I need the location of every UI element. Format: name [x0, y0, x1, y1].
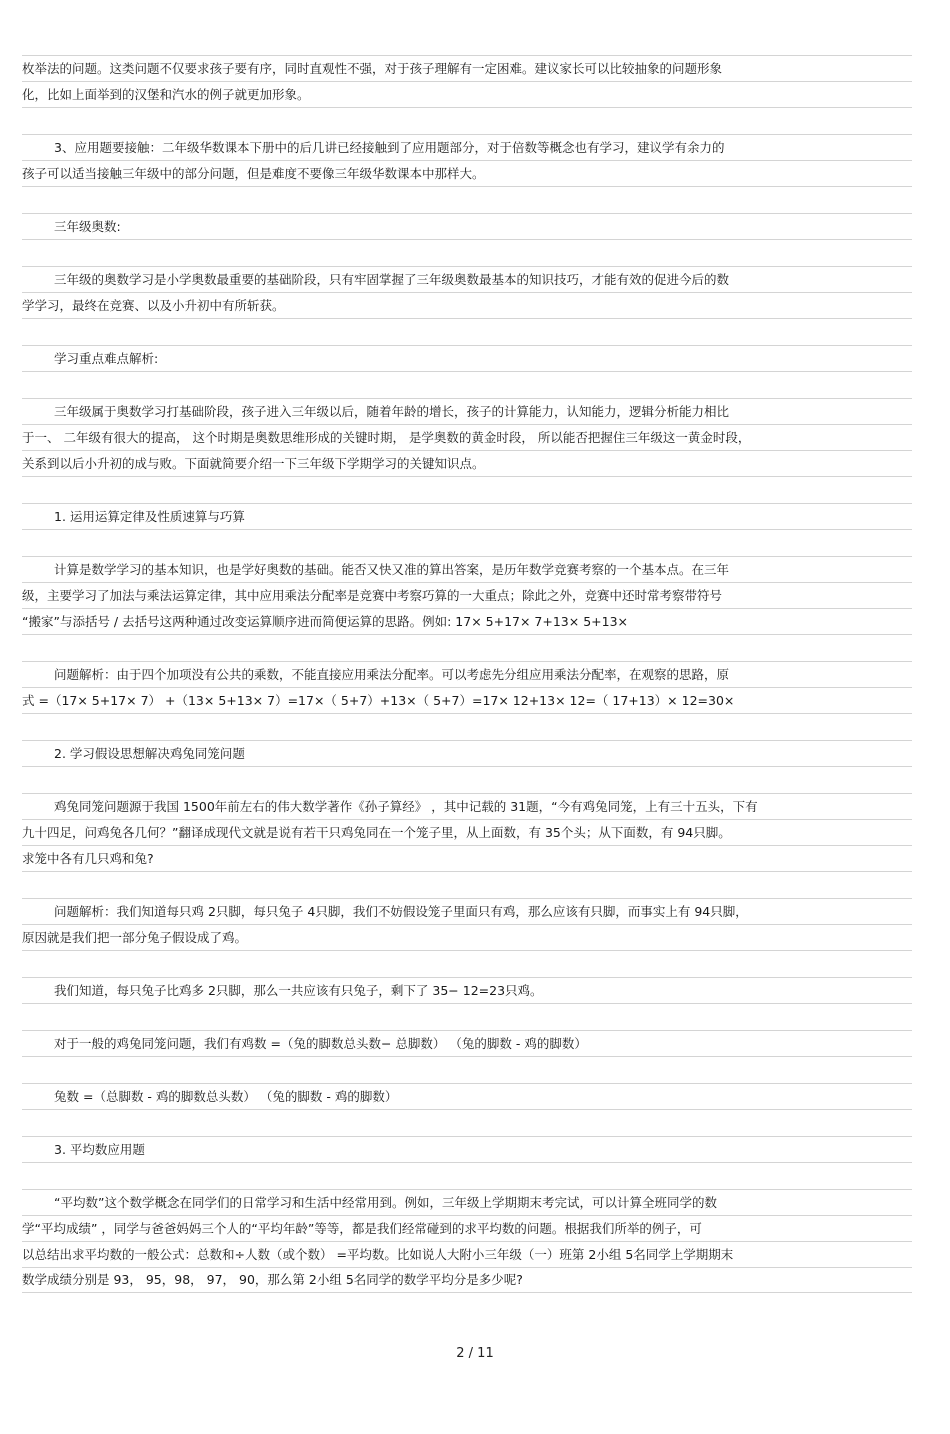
- line-text: 数学成绩分别是 93， 95，98， 97， 90，那么第 2小组 5名同学的数学平均分是多少呢?: [22, 1272, 523, 1287]
- text-line: [22, 134, 912, 160]
- spacer-row: [22, 713, 912, 740]
- text-line: [22, 55, 912, 81]
- text-line: [22, 845, 912, 871]
- spacer-row: [22, 186, 912, 213]
- text-line: [22, 687, 912, 713]
- line-text: 2. 学习假设思想解决鸡兔同笼问题: [54, 745, 245, 761]
- text-line: [22, 793, 912, 819]
- spacer-row: [22, 371, 912, 398]
- line-text: 枚举法的问题。这类问题不仅要求孩子要有序，同时直观性不强，对于孩子理解有一定困难。建议家长可以比较抽象的问题形象: [22, 60, 723, 76]
- line-text: 3、应用题要接触：二年级华数课本下册中的后几讲已经接触到了应用题部分，对于倍数等概念也有学习，建议学有余力的: [54, 139, 725, 155]
- text-line: [22, 582, 912, 608]
- text-line: [22, 266, 912, 292]
- line-text: 三年级的奥数学习是小学奥数最重要的基础阶段，只有牢固掌握了三年级奥数最基本的知识技巧，才能有效的促进今后的数: [54, 271, 730, 287]
- text-line: [22, 450, 912, 476]
- line-text: “平均数”这个数学概念在同学们的日常学习和生活中经常用到。例如，三年级上学期期末考完试，可以计算全班同学的数: [54, 1194, 717, 1210]
- spacer-row: [22, 1109, 912, 1136]
- spacer-row: [22, 1003, 912, 1030]
- spacer-row: [22, 476, 912, 503]
- line-text: 鸡兔同笼问题源于我国 1500年前左右的伟大数学著作《孙子算经》 ，其中记载的 31题，“今有鸡兔同笼，上有三十五头，下有: [54, 798, 758, 814]
- text-line: [22, 977, 912, 1003]
- line-text: 计算是数学学习的基本知识，也是学好奥数的基础。能否又快又准的算出答案，是历年数学竞赛考察的一个基本点。在三年: [54, 561, 730, 577]
- text-line: [22, 556, 912, 582]
- line-text: 3. 平均数应用题: [54, 1141, 145, 1157]
- line-text: 孩子可以适当接触三年级中的部分问题，但是难度不要像三年级华数课本中那样大。: [22, 165, 485, 181]
- line-text: 原因就是我们把一部分兔子假设成了鸡。: [22, 929, 248, 945]
- text-line: [22, 819, 912, 845]
- spacer-row: [22, 950, 912, 977]
- line-text: 关系到以后小升初的成与败。下面就简要介绍一下三年级下学期学习的关键知识点。: [22, 455, 485, 471]
- text-line: [22, 1189, 912, 1215]
- text-line: [22, 1136, 912, 1162]
- text-line: [22, 81, 912, 107]
- line-text: 三年级奥数:: [54, 218, 121, 234]
- spacer-row: [22, 107, 912, 134]
- text-line: [22, 924, 912, 950]
- text-line: [22, 1215, 912, 1241]
- text-line: [22, 213, 912, 239]
- text-line: [22, 740, 912, 766]
- line-text: 三年级属于奥数学习打基础阶段，孩子进入三年级以后，随着年龄的增长，孩子的计算能力，认知能力，逻辑分析能力相比: [54, 403, 730, 419]
- text-line: [22, 661, 912, 687]
- line-text: “搬家”与添括号 / 去括号这两种通过改变运算顺序进而简便运算的思路。例如: 17× 5+17× 7+13× 5+13×: [22, 613, 629, 629]
- text-line: [22, 424, 912, 450]
- text-line: [22, 608, 912, 634]
- text-line: [22, 1030, 912, 1056]
- spacer-row: [22, 318, 912, 345]
- spacer-row: [22, 239, 912, 266]
- line-text: 求笼中各有几只鸡和兔?: [22, 850, 154, 866]
- text-line: [22, 160, 912, 186]
- spacer-row: [22, 1162, 912, 1189]
- line-text: 式 =（17× 5+17× 7） +（13× 5+13× 7）=17×（ 5+7）+13×（ 5+7）=17× 12+13× 12=（ 17+13）× 12=30×: [22, 692, 735, 708]
- line-text: 九十四足，问鸡兔各几何？”翻译成现代文就是说有若干只鸡兔同在一个笼子里，从上面数，有 35个头；从下面数，有 94只脚。: [22, 824, 731, 840]
- line-text: 兔数 =（总脚数 - 鸡的脚数总头数） （兔的脚数 - 鸡的脚数）: [54, 1088, 398, 1104]
- text-line: [22, 292, 912, 318]
- text-line: [22, 1083, 912, 1109]
- line-text: 于一、 二年级有很大的提高， 这个时期是奥数思维形成的关键时期， 是学奥数的黄金时段， 所以能否把握住三年级这一黄金时段，: [22, 429, 751, 445]
- text-line: [22, 345, 912, 371]
- line-text: 对于一般的鸡兔同笼问题，我们有鸡数 =（兔的脚数总头数− 总脚数） （兔的脚数 - 鸡的脚数）: [54, 1035, 587, 1051]
- spacer-row: [22, 1056, 912, 1083]
- spacer-row: [22, 634, 912, 661]
- line-text: 化，比如上面举到的汉堡和汽水的例子就更加形象。: [22, 86, 310, 102]
- line-text: 级，主要学习了加法与乘法运算定律，其中应用乘法分配率是竞赛中考察巧算的一大重点；除此之外，竞赛中还时常考察带符号: [22, 587, 723, 603]
- text-line: [22, 398, 912, 424]
- text-line: [22, 503, 912, 529]
- line-text: 问题解析：由于四个加项没有公共的乘数，不能直接应用乘法分配率。可以考虑先分组应用乘法分配率，在观察的思路，原: [54, 666, 730, 682]
- line-text: 学习重点难点解析:: [54, 350, 159, 366]
- text-line: [22, 1267, 912, 1293]
- document-body: [22, 55, 912, 1293]
- page-number: 2 / 11: [456, 1346, 494, 1361]
- line-text: 我们知道，每只兔子比鸡多 2只脚，那么一共应该有只兔子，剩下了 35− 12=23只鸡。: [54, 982, 543, 998]
- line-text: 问题解析：我们知道每只鸡 2只脚，每只兔子 4只脚，我们不妨假设笼子里面只有鸡，那么应该有只脚，而事实上有 94只脚，: [54, 903, 748, 919]
- text-line: [22, 1241, 912, 1267]
- text-line: [22, 898, 912, 924]
- spacer-row: [22, 766, 912, 793]
- line-text: 学学习，最终在竞赛、以及小升初中有所斩获。: [22, 297, 285, 313]
- line-text: 1. 运用运算定律及性质速算与巧算: [54, 508, 245, 524]
- line-text: 学“平均成绩” ，同学与爸爸妈妈三个人的“平均年龄”等等，都是我们经常碰到的求平均数的问题。根据我们所举的例子，可: [22, 1220, 702, 1236]
- spacer-row: [22, 871, 912, 898]
- spacer-row: [22, 529, 912, 556]
- line-text: 以总结出求平均数的一般公式：总数和÷人数（或个数） =平均数。比如说人大附小三年级（一）班第 2小组 5名同学上学期期末: [22, 1246, 734, 1262]
